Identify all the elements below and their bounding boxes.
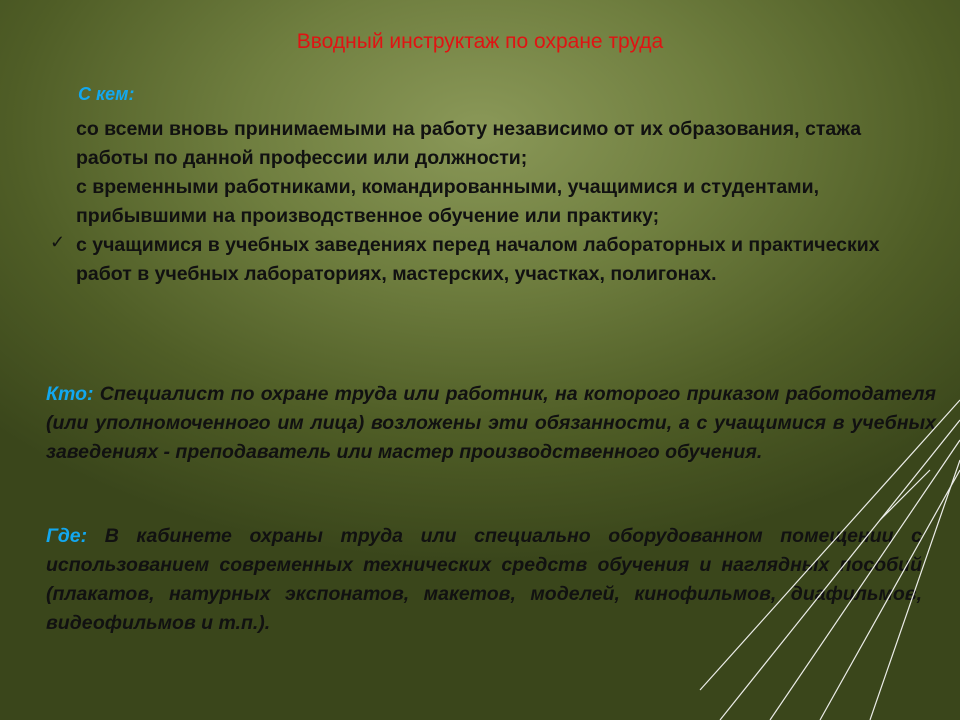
who-label: С кем:: [78, 84, 135, 104]
gde-label: Где:: [46, 525, 88, 547]
kto-text: Специалист по охране труда или работник, на которого приказом работодателя (или уполномоченного им лица) возложены эти обязанности, а с учащимися в учебных заведениях - преподаватель или мастер производственного обучения.: [46, 383, 936, 463]
gde-text: В кабинете охраны труда или специально оборудованном помещении с использованием современных технических средств обучения и наглядных пособий (плакатов, натурных экспонатов, макетов, моделей, кинофильмов, диафильмов, видеофильмов и т.п.).: [46, 525, 922, 634]
list-item: [76, 173, 906, 231]
deco-line: [880, 470, 930, 520]
list-item: [50, 231, 906, 289]
gde-paragraph: [46, 522, 922, 638]
kto-label: Кто:: [46, 383, 94, 405]
list-item: [76, 115, 906, 173]
list-item-text: с учащимися в учебных заведениях перед началом лабораторных и практических работ в учебных лабораториях, мастерских, участках, полигонах.: [76, 234, 880, 285]
kto-paragraph: [46, 380, 936, 467]
check-icon: ✓: [50, 232, 66, 252]
list-item-text: с временными работниками, командированными, учащимися и студентами, прибывшими на производственное обучение или практику;: [76, 176, 819, 227]
list-item-text: со всеми вновь принимаемыми на работу независимо от их образования, стажа работы по данной профессии или должности;: [76, 118, 862, 169]
slide-title: Вводный инструктаж по охране труда: [296, 30, 664, 53]
who-list: [50, 115, 906, 289]
